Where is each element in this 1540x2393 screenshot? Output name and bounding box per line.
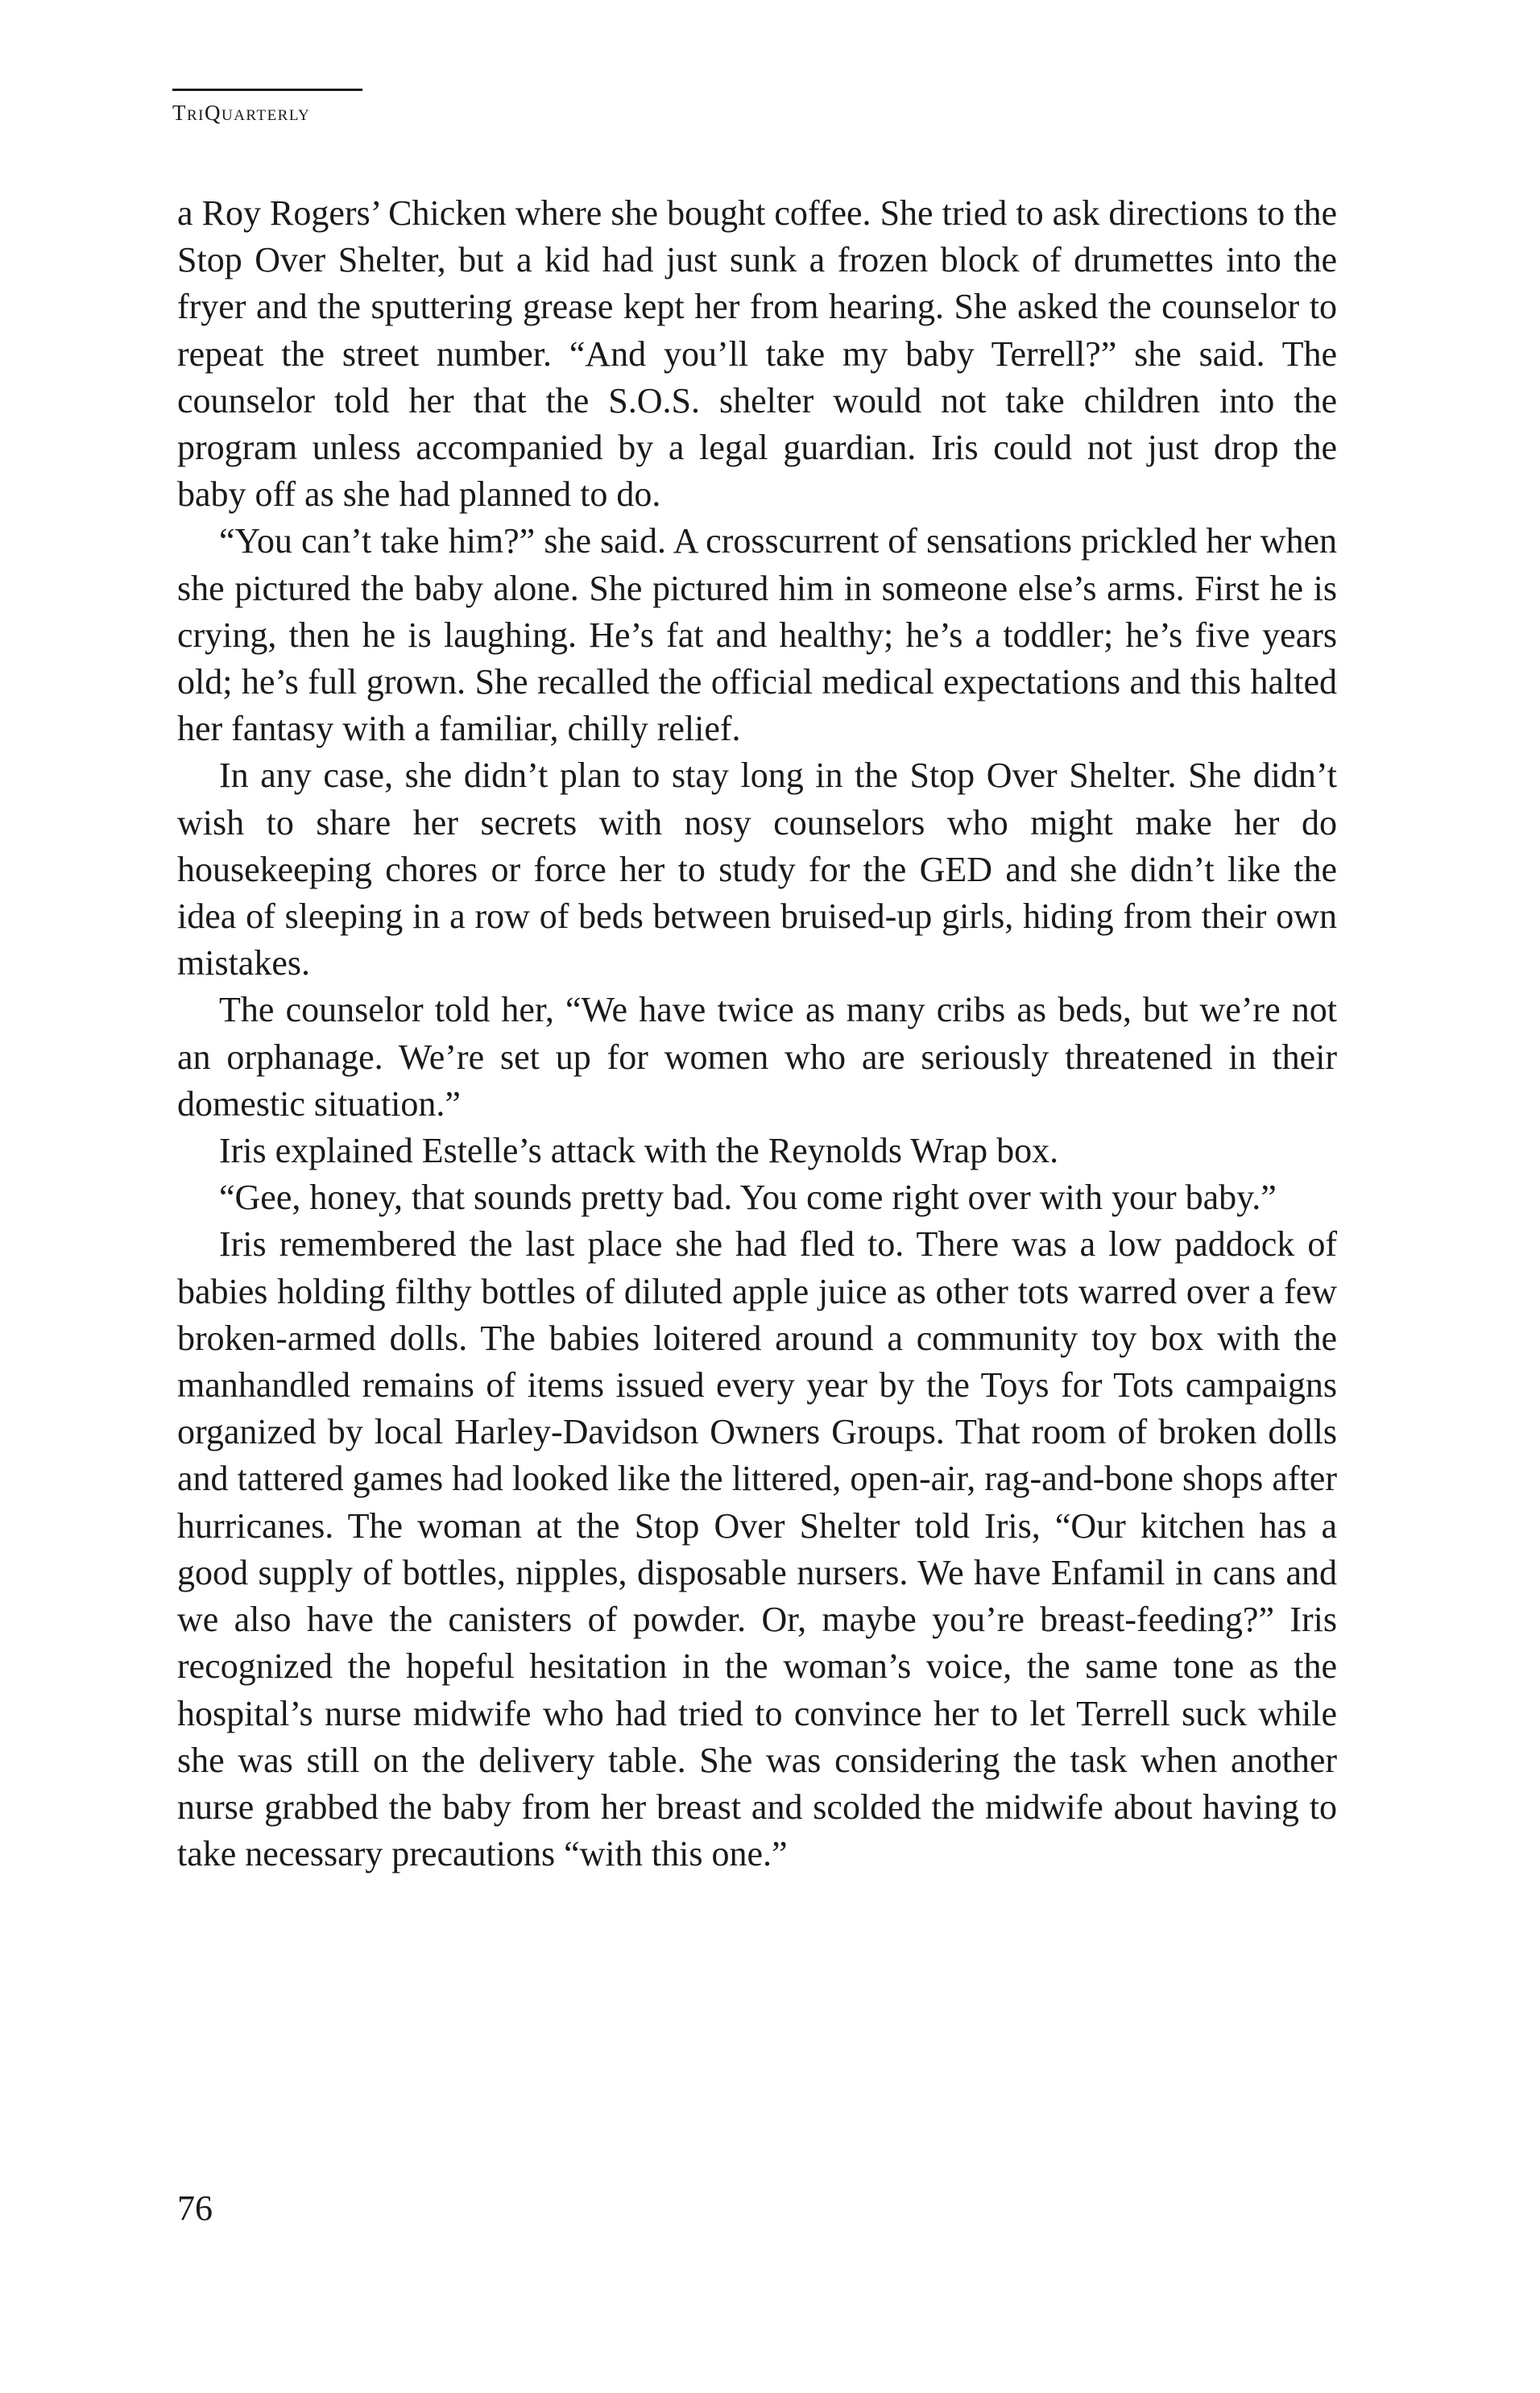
page-number: 76: [177, 2188, 213, 2228]
paragraph: “Gee, honey, that sounds pretty bad. You come right over with your baby.”: [219, 1178, 1277, 1218]
running-head: TriQuarterly: [172, 89, 362, 124]
body-text: [177, 190, 1337, 1878]
paragraph: a Roy Rogers’ Chicken where she bought coffee. She tried to ask directions to the Stop Over Shelter, but a kid had just sunk a frozen block of drumettes into the fryer and the sputtering grease kept her from hearing. She asked the counselor to repeat the street number. “And you’ll take my baby Terrell?” she said. The counselor told her that the S.O.S. shelter would not take children into the program unless accompanied by a legal guardian. Iris could not just drop the baby off as she had planned to do.: [177, 193, 1337, 515]
paragraph: In any case, she didn’t plan to stay long in the Stop Over Shelter. She didn’t wish to share her secrets with nosy counselors who might make her do housekeeping chores or force her to study for the GED and she didn’t like the idea of sleeping in a row of beds between bruised-up girls, hiding from their own mistakes.: [177, 756, 1337, 983]
paragraph: The counselor told her, “We have twice as many cribs as beds, but we’re not an orphanage. We’re set up for women who are seriously threatened in their domestic situation.”: [177, 990, 1337, 1124]
paragraph: Iris explained Estelle’s attack with the Reynolds Wrap box.: [219, 1131, 1059, 1171]
paragraph: Iris remembered the last place she had fled to. There was a low paddock of babies holding filthy bottles of diluted apple juice as other tots warred over a few broken-armed dolls. The babies loitered around a community toy box with the manhandled remains of items issued every year by the Toys for Tots campaigns organized by local Harley-Davidson Owners Groups. That room of broken dolls and tattered games had looked like the littered, open-air, rag-and-bone shops after hurricanes. The woman at the Stop Over Shelter told Iris, “Our kitchen has a good supply of bottles, nipples, disposable nursers. We have Enfamil in cans and we also have the canisters of powder. Or, maybe you’re breast-feeding?” Iris recognized the hopeful hesitation in the woman’s voice, the same tone as the hospital’s nurse midwife who had tried to convince her to let Terrell suck while she was still on the delivery table. She was considering the task when another nurse grabbed the baby from her breast and scolded the midwife about having to take necessary precautions “with this one.”: [177, 1224, 1337, 1874]
paragraph: “You can’t take him?” she said. A crosscurrent of sensations prickled her when she pictured the baby alone. She pictured him in someone else’s arms. First he is crying, then he is laughing. He’s fat and healthy; he’s a toddler; he’s five years old; he’s full grown. She recalled the official medical expectations and this halted her fantasy with a familiar, chilly relief.: [177, 521, 1337, 749]
